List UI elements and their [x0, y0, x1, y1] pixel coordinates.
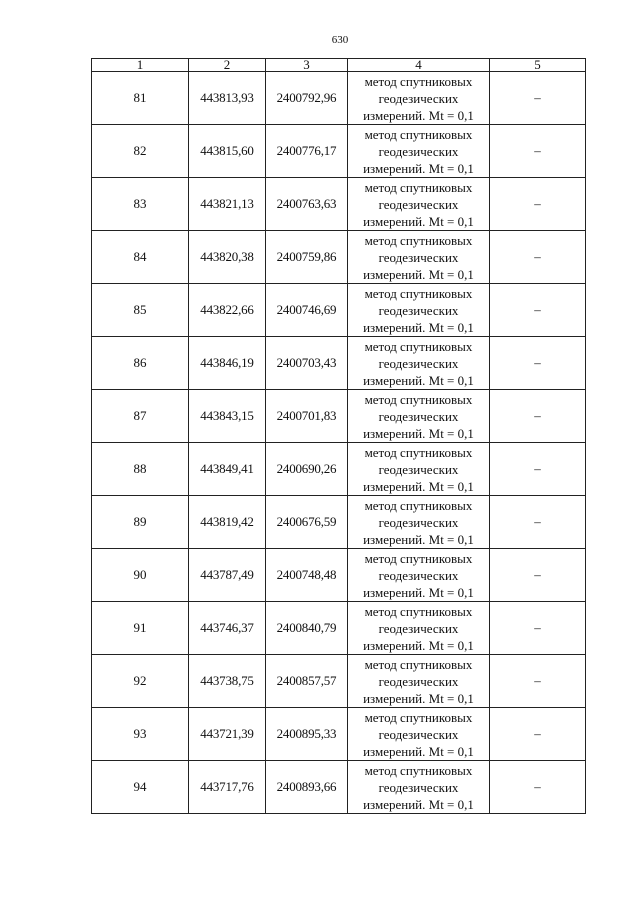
point-number-cell: 84	[92, 231, 189, 284]
method-text-line: геодезических	[378, 408, 459, 424]
method-cell	[348, 178, 490, 231]
column-header-5: 5	[490, 59, 586, 72]
method-text-line: измерений. Mt = 0,1	[363, 584, 474, 600]
table-body	[92, 72, 586, 814]
note-cell: –	[490, 72, 586, 125]
method-text-line: геодезических	[378, 143, 459, 159]
x-coordinate-cell: 443738,75	[189, 655, 266, 708]
table-row	[92, 390, 586, 443]
table-row	[92, 284, 586, 337]
table-row	[92, 549, 586, 602]
table-row	[92, 72, 586, 125]
method-text-line: геодезических	[378, 726, 459, 742]
note-cell: –	[490, 761, 586, 814]
y-coordinate-cell: 2400840,79	[266, 602, 348, 655]
note-cell: –	[490, 602, 586, 655]
note-cell: –	[490, 125, 586, 178]
note-cell: –	[490, 443, 586, 496]
point-number-cell: 81	[92, 72, 189, 125]
point-number-cell: 88	[92, 443, 189, 496]
method-text-line: геодезических	[378, 249, 459, 265]
method-text-line: метод спутниковых	[364, 709, 473, 725]
y-coordinate-cell: 2400703,43	[266, 337, 348, 390]
x-coordinate-cell: 443849,41	[189, 443, 266, 496]
note-cell: –	[490, 549, 586, 602]
column-header-4: 4	[348, 59, 490, 72]
method-cell	[348, 549, 490, 602]
method-cell	[348, 337, 490, 390]
y-coordinate-cell: 2400763,63	[266, 178, 348, 231]
y-coordinate-cell: 2400895,33	[266, 708, 348, 761]
method-cell	[348, 390, 490, 443]
method-text-line: метод спутниковых	[364, 126, 473, 142]
method-cell	[348, 125, 490, 178]
point-number-cell: 90	[92, 549, 189, 602]
method-text-line: метод спутниковых	[364, 73, 473, 89]
method-text-line: геодезических	[378, 779, 459, 795]
note-cell: –	[490, 284, 586, 337]
method-text-line: измерений. Mt = 0,1	[363, 160, 474, 176]
method-text-line: измерений. Mt = 0,1	[363, 319, 474, 335]
x-coordinate-cell: 443721,39	[189, 708, 266, 761]
table-row	[92, 655, 586, 708]
method-text-line: геодезических	[378, 461, 459, 477]
method-text-line: метод спутниковых	[364, 391, 473, 407]
method-text-line: измерений. Mt = 0,1	[363, 743, 474, 759]
point-number-cell: 87	[92, 390, 189, 443]
method-cell	[348, 655, 490, 708]
method-text-line: метод спутниковых	[364, 338, 473, 354]
y-coordinate-cell: 2400857,57	[266, 655, 348, 708]
method-text-line: измерений. Mt = 0,1	[363, 213, 474, 229]
table-row	[92, 496, 586, 549]
method-text-line: измерений. Mt = 0,1	[363, 107, 474, 123]
table-row	[92, 602, 586, 655]
method-text-line: метод спутниковых	[364, 444, 473, 460]
point-number-cell: 89	[92, 496, 189, 549]
method-cell	[348, 231, 490, 284]
column-header-3: 3	[266, 59, 348, 72]
method-cell	[348, 761, 490, 814]
point-number-cell: 91	[92, 602, 189, 655]
method-text-line: метод спутниковых	[364, 550, 473, 566]
column-header-1: 1	[92, 59, 189, 72]
x-coordinate-cell: 443815,60	[189, 125, 266, 178]
x-coordinate-cell: 443717,76	[189, 761, 266, 814]
x-coordinate-cell: 443787,49	[189, 549, 266, 602]
point-number-cell: 85	[92, 284, 189, 337]
note-cell: –	[490, 337, 586, 390]
y-coordinate-cell: 2400759,86	[266, 231, 348, 284]
point-number-cell: 94	[92, 761, 189, 814]
method-cell	[348, 443, 490, 496]
method-text-line: метод спутниковых	[364, 232, 473, 248]
method-text-line: геодезических	[378, 302, 459, 318]
coordinates-table	[91, 58, 586, 814]
y-coordinate-cell: 2400701,83	[266, 390, 348, 443]
method-text-line: метод спутниковых	[364, 603, 473, 619]
x-coordinate-cell: 443843,15	[189, 390, 266, 443]
point-number-cell: 93	[92, 708, 189, 761]
method-text-line: измерений. Mt = 0,1	[363, 266, 474, 282]
table-row	[92, 443, 586, 496]
x-coordinate-cell: 443822,66	[189, 284, 266, 337]
method-text-line: геодезических	[378, 355, 459, 371]
table-row	[92, 337, 586, 390]
table-row	[92, 125, 586, 178]
method-text-line: измерений. Mt = 0,1	[363, 796, 474, 812]
table-row	[92, 231, 586, 284]
method-text-line: измерений. Mt = 0,1	[363, 531, 474, 547]
y-coordinate-cell: 2400690,26	[266, 443, 348, 496]
method-text-line: метод спутниковых	[364, 656, 473, 672]
table-row	[92, 761, 586, 814]
table-row	[92, 708, 586, 761]
method-text-line: геодезических	[378, 514, 459, 530]
method-text-line: геодезических	[378, 620, 459, 636]
method-text-line: метод спутниковых	[364, 285, 473, 301]
x-coordinate-cell: 443819,42	[189, 496, 266, 549]
x-coordinate-cell: 443813,93	[189, 72, 266, 125]
y-coordinate-cell: 2400776,17	[266, 125, 348, 178]
method-cell	[348, 496, 490, 549]
method-cell	[348, 708, 490, 761]
method-text-line: измерений. Mt = 0,1	[363, 425, 474, 441]
x-coordinate-cell: 443846,19	[189, 337, 266, 390]
method-text-line: измерений. Mt = 0,1	[363, 478, 474, 494]
note-cell: –	[490, 178, 586, 231]
method-text-line: метод спутниковых	[364, 179, 473, 195]
page-number: 630	[331, 34, 349, 46]
method-cell	[348, 284, 490, 337]
method-text-line: метод спутниковых	[364, 762, 473, 778]
y-coordinate-cell: 2400893,66	[266, 761, 348, 814]
point-number-cell: 83	[92, 178, 189, 231]
table-header-row	[92, 59, 586, 72]
x-coordinate-cell: 443820,38	[189, 231, 266, 284]
y-coordinate-cell: 2400748,48	[266, 549, 348, 602]
column-header-2: 2	[189, 59, 266, 72]
x-coordinate-cell: 443746,37	[189, 602, 266, 655]
note-cell: –	[490, 231, 586, 284]
y-coordinate-cell: 2400792,96	[266, 72, 348, 125]
method-text-line: измерений. Mt = 0,1	[363, 690, 474, 706]
y-coordinate-cell: 2400746,69	[266, 284, 348, 337]
method-text-line: геодезических	[378, 567, 459, 583]
method-cell	[348, 602, 490, 655]
note-cell: –	[490, 496, 586, 549]
x-coordinate-cell: 443821,13	[189, 178, 266, 231]
table-row	[92, 178, 586, 231]
point-number-cell: 86	[92, 337, 189, 390]
y-coordinate-cell: 2400676,59	[266, 496, 348, 549]
note-cell: –	[490, 390, 586, 443]
method-text-line: геодезических	[378, 673, 459, 689]
note-cell: –	[490, 655, 586, 708]
method-text-line: геодезических	[378, 196, 459, 212]
method-cell	[348, 72, 490, 125]
note-cell: –	[490, 708, 586, 761]
method-text-line: измерений. Mt = 0,1	[363, 637, 474, 653]
method-text-line: измерений. Mt = 0,1	[363, 372, 474, 388]
point-number-cell: 92	[92, 655, 189, 708]
method-text-line: метод спутниковых	[364, 497, 473, 513]
method-text-line: геодезических	[378, 90, 459, 106]
point-number-cell: 82	[92, 125, 189, 178]
